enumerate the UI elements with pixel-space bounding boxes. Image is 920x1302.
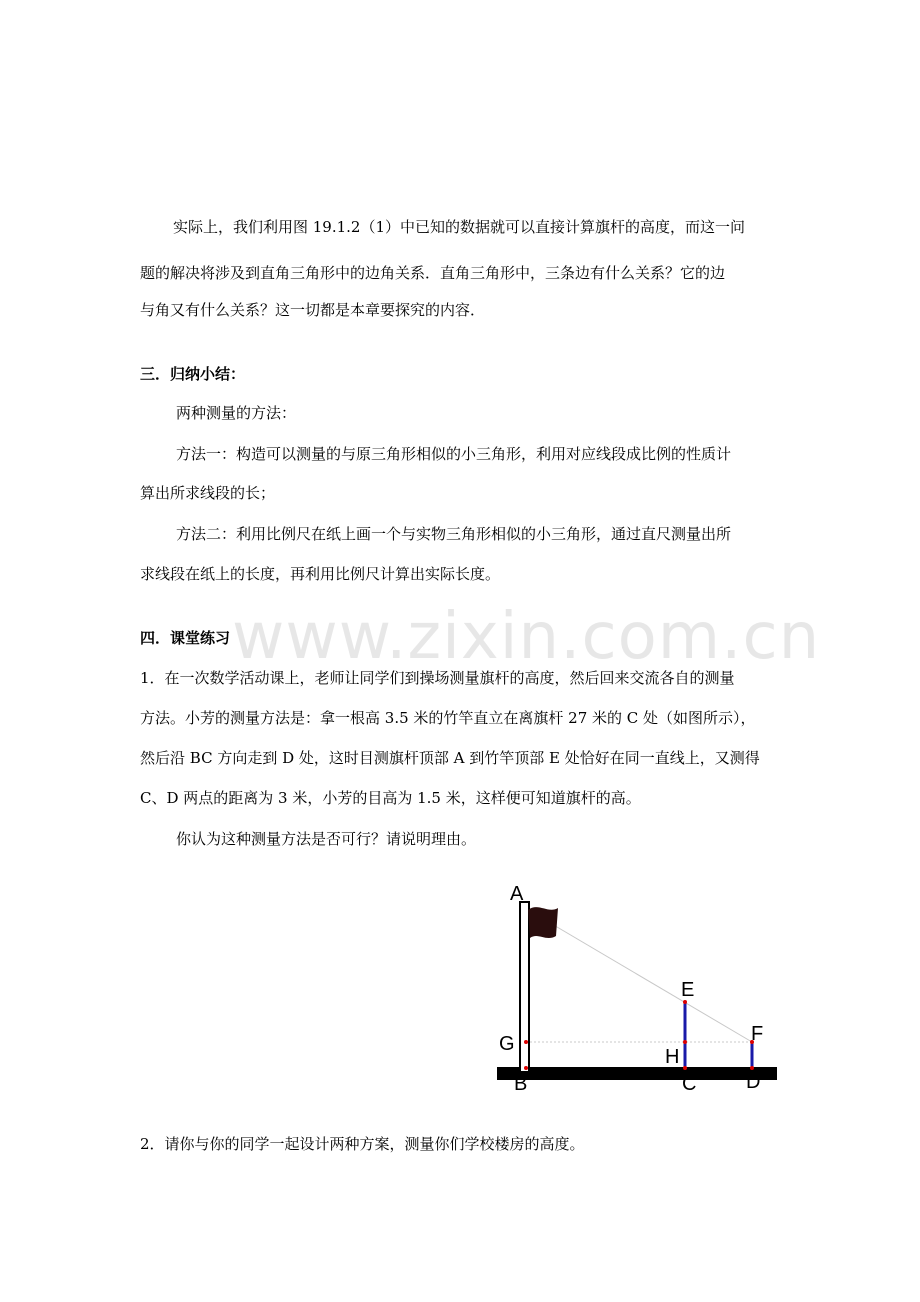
label-c: C <box>682 1073 697 1095</box>
section-3-subtitle: 两种测量的方法： <box>176 404 297 422</box>
intro-line-1: 实际上，我们利用图 19.1.2（1）中已知的数据就可以直接计算旗杆的高度，而这一问 <box>173 218 746 236</box>
label-g: G <box>499 1033 515 1055</box>
point-g <box>524 1040 528 1044</box>
flagpole <box>520 902 529 1072</box>
point-d <box>750 1066 754 1070</box>
section-3-title: 三．归纳小结： <box>140 365 246 383</box>
point-h <box>683 1040 687 1044</box>
question-2: 2．请你与你的同学一起设计两种方案，测量你们学校楼房的高度。 <box>140 1135 585 1153</box>
label-f: F <box>751 1023 764 1045</box>
label-a: A <box>510 883 524 905</box>
ground-bar <box>497 1067 777 1080</box>
label-h: H <box>665 1046 680 1068</box>
method-2-line-1: 方法二：利用比例尺在纸上画一个与实物三角形相似的小三角形，通过直尺测量出所 <box>176 525 732 543</box>
question-1-line-2: 方法。小芳的测量方法是：拿一根高 3.5 米的竹竿直立在离旗杆 27 米的 C 处（如图所示）， <box>140 709 756 727</box>
question-1-line-1: 1．在一次数学活动课上，老师让同学们到操场测量旗杆的高度，然后回来交流各自的测量 <box>140 669 735 687</box>
method-2-line-2: 求线段在纸上的长度，再利用比例尺计算出实际长度。 <box>140 565 501 583</box>
flagpole-diagram <box>490 872 790 1102</box>
point-b <box>524 1066 528 1070</box>
question-1-prompt: 你认为这种测量方法是否可行？请说明理由。 <box>176 830 477 848</box>
intro-line-3: 与角又有什么关系？这一切都是本章要探究的内容． <box>140 301 486 319</box>
label-d: D <box>746 1071 761 1093</box>
question-1-line-4: C、D 两点的距离为 3 米，小芳的目高为 1.5 米，这样便可知道旗杆的高。 <box>140 789 641 807</box>
method-1-line-2: 算出所求线段的长； <box>140 484 276 502</box>
method-1-line-1: 方法一：构造可以测量的与原三角形相似的小三角形，利用对应线段成比例的性质计 <box>176 445 732 463</box>
section-4-title: 四．课堂练习 <box>140 629 231 647</box>
question-1-line-3: 然后沿 BC 方向走到 D 处，这时目测旗杆顶部 A 到竹竿顶部 E 处恰好在同一直线上，又测得 <box>140 749 760 767</box>
label-b: B <box>514 1073 528 1095</box>
point-c <box>683 1066 687 1070</box>
label-e: E <box>681 979 695 1001</box>
intro-line-2: 题的解决将涉及到直角三角形中的边角关系．直角三角形中，三条边有什么关系？它的边 <box>140 264 726 282</box>
watermark: www.zixin.com.cn <box>232 600 821 674</box>
sight-line-a-f <box>535 914 752 1042</box>
flag-icon <box>528 907 558 938</box>
